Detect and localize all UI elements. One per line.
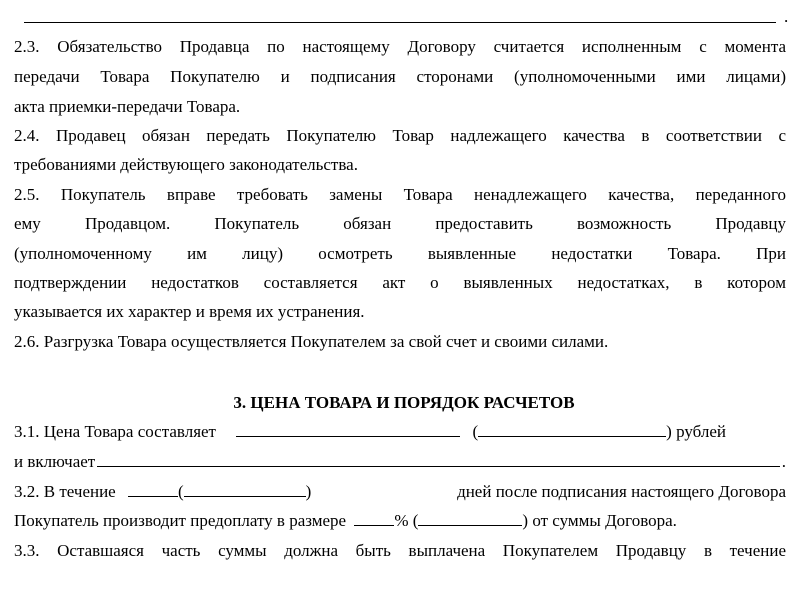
price-words-open: ( — [472, 422, 479, 441]
days-words-blank[interactable] — [184, 478, 306, 497]
para-3-3-line-1: 3.3. Оставшаяся часть суммы должна быть выплачена Покупателем Продавцу в течение — [14, 541, 786, 560]
para-2-5-line-3: (уполномоченному им лицу) осмотреть выявленные недостатки Товара. При — [14, 244, 786, 263]
para-3-1-line-2 — [14, 447, 786, 477]
para-2-4-line-2: требованиями действующего законодательства. — [14, 155, 358, 174]
para-2-3-line-3: акта приемки-передачи Товара. — [14, 97, 241, 116]
days-close-paren: ) — [305, 482, 312, 501]
section-3-heading: 3. ЦЕНА ТОВАРА И ПОРЯДОК РАСЧЕТОВ — [233, 393, 575, 412]
days-words-open: ( — [177, 482, 184, 501]
days-number-blank[interactable] — [128, 478, 178, 497]
para-3-2-text-c: Покупатель производит предоплату в размере — [14, 511, 347, 530]
top-line-period: . — [784, 7, 789, 26]
includes-label: и включает — [14, 452, 96, 471]
para-2-5-line-4: подтверждении недостатков составляется акт о выявленных недостатках, в котором — [14, 273, 786, 292]
para-2-4-line-1: 2.4. Продавец обязан передать Покупателю Товар надлежащего качества в соответствии с — [14, 126, 786, 145]
prepayment-percent-blank[interactable] — [354, 507, 394, 526]
percent-sign: % — [394, 511, 409, 530]
price-words-close: ) рублей — [666, 422, 726, 441]
para-2-5-line-2: ему Продавцом. Покупатель обязан предоставить возможность Продавцу — [14, 214, 786, 233]
para-2-5-line-1: 2.5. Покупатель вправе требовать замены Товара ненадлежащего качества, переданного — [14, 185, 786, 204]
price-words-blank[interactable] — [478, 418, 666, 437]
para-3-2-text-a: 3.2. В течение — [14, 482, 116, 501]
includes-blank[interactable] — [97, 448, 780, 467]
para-3-2-text-d: от суммы Договора. — [532, 511, 677, 530]
includes-period: . — [781, 452, 786, 471]
para-2-3-line-1: 2.3. Обязательство Продавца по настоящему Договору считается исполненным с момента — [14, 37, 786, 56]
prepayment-percent-words-blank[interactable] — [418, 507, 522, 526]
blank-line-top — [24, 22, 776, 23]
para-3-2-text-b: дней после подписания настоящего Договора — [457, 482, 786, 501]
pct-words-open: ( — [412, 511, 419, 530]
pct-words-close: ) — [522, 511, 529, 530]
price-blank[interactable] — [236, 418, 460, 437]
para-3-2-line-1 — [14, 477, 786, 507]
para-3-1-text: 3.1. Цена Товара составляет — [14, 422, 216, 441]
para-2-5-line-5: указывается их характер и время их устранения. — [14, 302, 365, 321]
para-2-6: 2.6. Разгрузка Товара осуществляется Покупателем за свой счет и своими силами. — [14, 332, 609, 351]
para-3-2-line-2 — [14, 506, 786, 536]
para-2-3-line-2: передачи Товара Покупателю и подписания сторонами (уполномоченными ими лицами) — [14, 67, 786, 86]
para-3-1-line-1 — [14, 417, 786, 447]
